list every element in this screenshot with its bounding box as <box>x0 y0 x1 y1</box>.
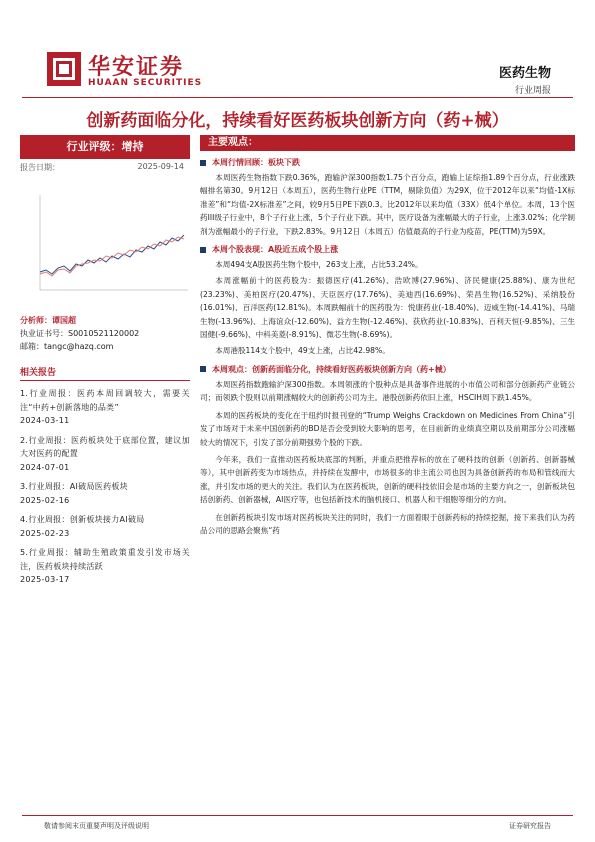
section-stock-performance: 本周个股表现：A股近五成个股上涨 <box>200 244 575 255</box>
analyst-info <box>20 314 190 353</box>
related-report-item[interactable]: 2.行业周报：医药板块处于底部位置，建议加大对医药的配置 2024-07-01 <box>20 435 190 472</box>
top-movers-text: 本周涨幅前十的医药股为：振德医疗(41.26%)、浩欧博(27.96%)、济民健康(25.88%)、康为世纪(23.23%)、美柏医疗(20.47%)、天臣医疗(17.76%)、美迪西(16.69%)、荣昌生物(16.52%)、采纳股份(16.01%)、百洋医药(12.81%)。本周跌幅前十的医药股为：悦康药业(-18.40%)、迈威生物(-14.41%)、马瑞生物(-13.96%)、上海谊众(-12.60%)、益方生物(-12.46%)、获欣药业(-10.83%)、百利天恒(-9.85%)、三生国健(-9.66%)、中科美菱(-8.91%)、微芯生物(-8.69%)。 <box>200 276 575 340</box>
page-header <box>0 0 595 100</box>
body-paragraph: 在创新药板块引发市场对医药板块关注的同时，我们一方面着眼于创新药标的持续挖掘，接下来我们认为药品公司的思路会聚焦“药 <box>200 512 575 535</box>
stock-performance-text: 本周494支A股医药生物个股中，263支上涨，占比53.24%。 <box>215 260 423 270</box>
body-paragraph: 本周的医药板块的变化在于纽约时报刊登的“Trump Weighs Crackdown on Medicines From China”引发了市场对于未来中国创新药的BD是否会受到较大影响的思考，在目前新的业绩真空期以及前期部分公司涨幅较大的情况下，引发了部分前期强势个股的下跌。 <box>200 410 575 447</box>
index-chart-svg <box>20 180 190 308</box>
analyst-email[interactable]: tangc@hazq.com <box>44 342 114 351</box>
body-paragraph: 今年来，我们一直推动医药板块底部的判断，并重点把推荐标的放在了硬科技的创新（创新药、创新器械等），其中创新药变为市场热点，并持续在发酵中，市场很多的非主流公司也因为具备创新药的布局和管线而大涨，并引发市场的更大的关注。我们认为在医药板块，创新的硬科技依旧会是市场的主要方向之一，创新板块包括创新药、创新器械，AI医疗等，也包括新技术的脑机接口、机器人和干细胞等细分的方向。 <box>200 454 575 505</box>
related-reports-list <box>20 387 190 587</box>
footer-divider <box>22 815 573 816</box>
report-date: 2025-09-14 <box>137 162 184 171</box>
industry-rating: 行业评级：增持 <box>20 135 190 159</box>
header-divider <box>22 97 573 98</box>
bullet-square-icon <box>200 366 206 372</box>
section-weekly-view: 本周观点：创新药面临分化，持续看好医药板块创新方向（药+械） <box>200 364 575 375</box>
report-title: 创新药面临分化，持续看好医药板块创新方向（药+械） <box>86 111 509 131</box>
index-line <box>40 235 184 274</box>
report-date-label: 报告日期： <box>20 163 60 172</box>
related-report-item[interactable]: 1.行业周报：医药本周回调较大，需要关注“中药+创新落地的品类” 2024-03-11 <box>20 389 190 425</box>
key-points-column <box>200 135 575 537</box>
left-column <box>20 135 190 587</box>
related-report-item[interactable]: 4.行业周报：创新板块接力AI破局 2025-02-23 <box>20 515 145 538</box>
cert-label: 执业证书号： <box>20 329 68 338</box>
huaan-logo-icon <box>47 52 81 86</box>
related-report-item[interactable]: 5.行业周报：辅助生殖政策重发引发市场关注，医药板块持续活跃 2025-03-17 <box>20 548 190 584</box>
bullet-square-icon <box>200 160 206 166</box>
market-review-text: 本周医药生物指数下跌0.36%，跑输沪深300指数1.75个百分点，跑输上证综指1.89个百分点，行业涨跌幅排名第30。9月12日（本周五），医药生物行业PE（TTM，剔除负值）为29X，位于2012年以来“均值-1X标准差”和“均值-2X标准差”之间，较9月5日PE下跌0.3。比2012年以来均值（33X）低4个单位。本周，13个医药III级子行业中，8个子行业上涨，5个子行业下跌。其中，医疗设备为涨幅最大的子行业，上涨3.02%；化学制剂为涨幅最小的子行业，下跌2.83%。9月12日（本周五）估值最高的子行业为疫苗，PE(TTM)为59X。 <box>200 173 575 236</box>
email-label: 邮箱： <box>20 342 44 351</box>
weekly-view-text: 本周医药指数跑输沪深300指数。本周领涨的个股种点是具备事件进展的小市值公司和部分创新药产业链公司；而领跌个股则以前期涨幅较大的创新药公司为主。港股创新药依旧上涨，HSCIH周下跌1.45%。 <box>200 379 575 403</box>
hk-stocks-text: 本周港股114支个股中，49支上涨，占比42.98%。 <box>215 346 390 356</box>
analyst-name: 谭国超 <box>52 316 76 325</box>
report-date-row <box>20 162 190 176</box>
key-points-header: 主要观点： <box>200 135 575 151</box>
related-reports-title: 相关报告 <box>20 365 190 381</box>
logo-text-en: HUAAN SECURITIES <box>88 78 203 88</box>
report-type: 行业周报 <box>514 86 551 96</box>
related-report-item[interactable]: 3.行业周报：AI破局医药板块 2025-02-16 <box>20 482 128 505</box>
sector-label: 医药生物 <box>498 66 551 81</box>
logo-text-cn: 华安证券 <box>88 54 185 80</box>
bullet-square-icon <box>200 247 206 253</box>
cert-number: S0010521120002 <box>68 329 140 338</box>
analyst-name-label: 分析师： <box>20 316 52 325</box>
section-market-review: 本周行情回顾：板块下跌 <box>200 157 575 168</box>
index-performance-chart <box>20 180 190 308</box>
footer-disclaimer: 敬请参阅末页重要声明及评级说明 <box>44 822 149 830</box>
footer-label: 证券研究报告 <box>509 822 551 830</box>
